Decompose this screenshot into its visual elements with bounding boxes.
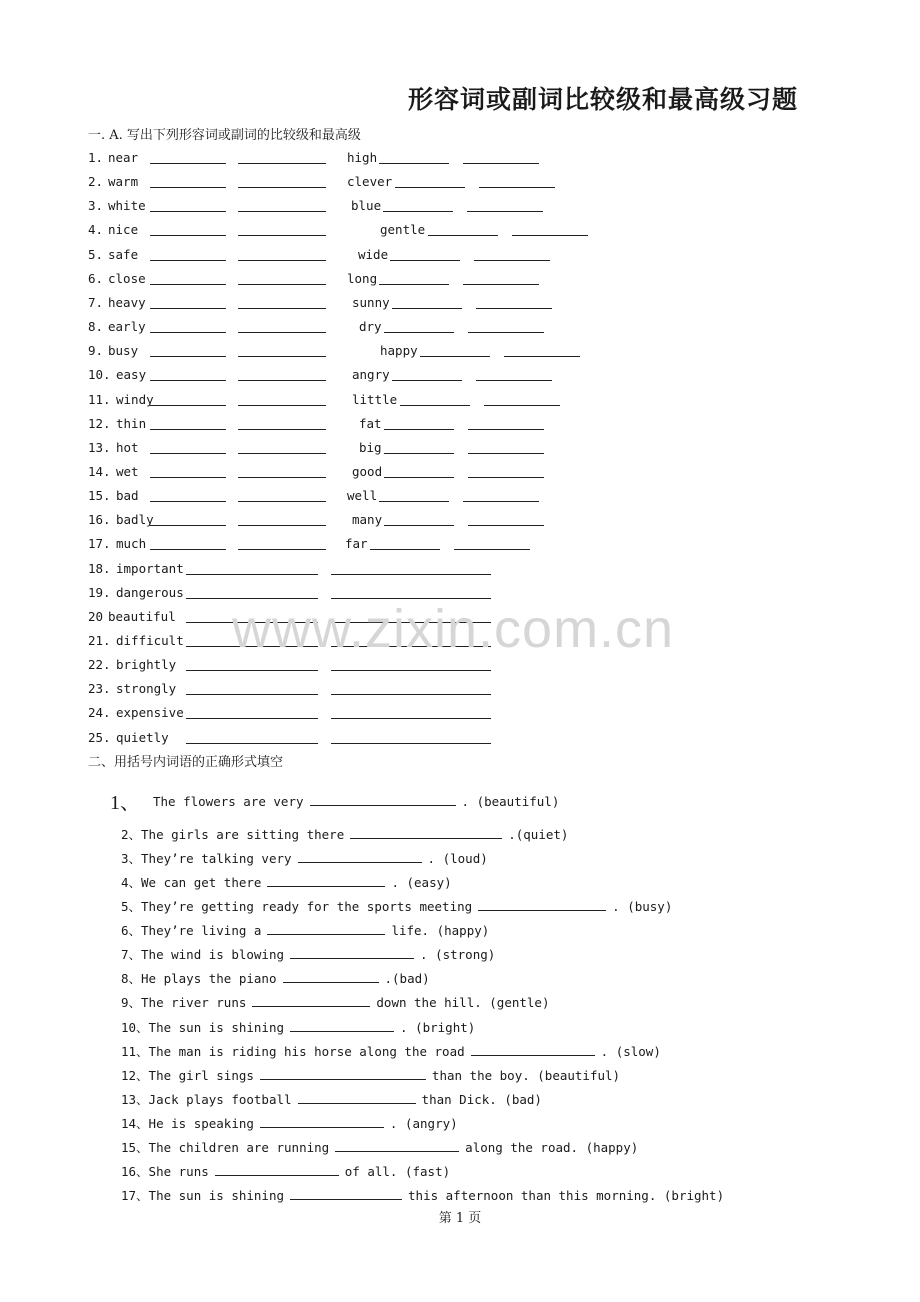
superlative-blank-2[interactable] — [512, 222, 588, 236]
item-number: 23. — [88, 681, 111, 697]
superlative-blank[interactable] — [238, 464, 326, 478]
comparative-blank[interactable] — [186, 585, 318, 599]
word-2: clever — [347, 174, 393, 190]
superlative-blank[interactable] — [238, 416, 326, 430]
word: easy — [116, 367, 147, 383]
word: difficult — [116, 633, 184, 648]
superlative-blank[interactable] — [331, 705, 491, 719]
item-number: 22. — [88, 657, 111, 673]
item-number: 15. — [88, 488, 111, 504]
comparative-blank[interactable] — [150, 295, 226, 309]
superlative-blank[interactable] — [238, 271, 326, 285]
sentence-end: than Dick. (bad) — [421, 1092, 542, 1107]
sentence-end: . (bright) — [400, 1020, 476, 1035]
part1-row — [0, 561, 920, 581]
word: close — [108, 270, 146, 286]
part1-row — [0, 319, 920, 339]
superlative-blank[interactable] — [238, 174, 326, 188]
sentence-end: . (easy) — [391, 875, 452, 890]
comparative-blank[interactable] — [150, 512, 226, 526]
comparative-blank-2[interactable] — [384, 464, 454, 478]
part2-sentence — [121, 1114, 458, 1132]
word: much — [116, 536, 147, 552]
part1-row — [0, 392, 920, 412]
comparative-blank-2[interactable] — [420, 343, 490, 357]
part2-sentence — [121, 993, 549, 1011]
superlative-blank[interactable] — [238, 488, 326, 502]
sentence-start: 6、They’re living a — [121, 923, 262, 938]
comparative-blank[interactable] — [150, 271, 226, 285]
answer-blank[interactable] — [335, 1138, 459, 1152]
comparative-blank-2[interactable] — [370, 536, 440, 550]
answer-blank[interactable] — [290, 945, 414, 959]
part2-sentence — [121, 945, 495, 963]
comparative-blank-2[interactable] — [384, 416, 454, 430]
part1-row — [0, 174, 920, 194]
part2-sentence — [121, 1162, 450, 1180]
sentence-end: . (strong) — [420, 947, 496, 962]
comparative-blank-2[interactable] — [384, 440, 454, 454]
superlative-blank[interactable] — [238, 367, 326, 381]
part1-row — [0, 657, 920, 677]
comparative-blank[interactable] — [150, 319, 226, 333]
superlative-blank-2[interactable] — [468, 512, 544, 526]
part2-sentence — [121, 849, 488, 867]
part2-sentence — [121, 897, 672, 915]
sentence-end: .(quiet) — [508, 827, 569, 842]
superlative-blank[interactable] — [331, 730, 491, 744]
word-2: little — [352, 391, 398, 407]
word: nice — [108, 222, 139, 238]
comparative-blank[interactable] — [150, 536, 226, 550]
superlative-blank[interactable] — [238, 343, 326, 357]
page-title: 形容词或副词比较级和最高级习题 — [408, 85, 799, 114]
sentence-start: The flowers are very — [153, 794, 304, 809]
superlative-blank-2[interactable] — [468, 464, 544, 478]
word-2: dry — [359, 319, 382, 335]
sentence-end: . (angry) — [389, 1116, 458, 1131]
word: strongly — [116, 681, 177, 697]
part1-row — [0, 488, 920, 508]
word: dangerous — [116, 584, 184, 600]
item-number: 17. — [88, 536, 111, 552]
answer-blank[interactable] — [478, 897, 606, 911]
superlative-blank-2[interactable] — [474, 247, 550, 261]
word-2: many — [352, 512, 383, 528]
superlative-blank-2[interactable] — [463, 271, 539, 285]
superlative-blank[interactable] — [238, 392, 326, 406]
comparative-blank[interactable] — [150, 343, 226, 357]
item-number: 25. — [88, 729, 111, 745]
word: badly — [116, 512, 154, 528]
comparative-blank[interactable] — [150, 440, 226, 454]
answer-blank[interactable] — [252, 993, 370, 1007]
sentence-start: 9、The river runs — [121, 995, 247, 1010]
answer-blank[interactable] — [290, 1018, 394, 1032]
part1-row — [0, 222, 920, 242]
word-2: well — [347, 488, 378, 504]
superlative-blank-2[interactable] — [454, 536, 530, 550]
sentence-end: . (beautiful) — [461, 794, 560, 809]
word: bad — [116, 488, 139, 504]
superlative-blank-2[interactable] — [468, 319, 544, 333]
superlative-blank-2[interactable] — [476, 295, 552, 309]
comparative-blank[interactable] — [150, 488, 226, 502]
item-number: 20 — [88, 608, 104, 624]
part2-sentence — [121, 1138, 638, 1156]
comparative-blank-2[interactable] — [400, 392, 470, 406]
word: beautiful — [108, 608, 176, 624]
comparative-blank[interactable] — [186, 561, 318, 575]
sentence-end: this afternoon than this morning. (bright) — [408, 1188, 725, 1203]
item-number: 21. — [88, 633, 111, 648]
part1-row — [0, 681, 920, 701]
word-2: far — [345, 536, 368, 552]
comparative-blank[interactable] — [150, 416, 226, 430]
comparative-blank-2[interactable] — [390, 247, 460, 261]
sentence-start: 17、The sun is shining — [121, 1188, 285, 1203]
item-number: 9. — [88, 343, 104, 359]
word: brightly — [116, 657, 177, 673]
section1-heading: 一. A. 写出下列形容词或副词的比较级和最高级 — [88, 128, 361, 143]
sentence-start: 2、The girls are sitting there — [121, 827, 345, 842]
sentence-start: 4、We can get there — [121, 875, 262, 890]
item-number: 14. — [88, 463, 111, 479]
sentence-start: 14、He is speaking — [121, 1116, 254, 1131]
word-2: fat — [359, 415, 382, 431]
word-2: high — [347, 150, 378, 165]
superlative-blank[interactable] — [331, 561, 491, 575]
sentence-end: . (busy) — [612, 899, 673, 914]
superlative-blank-2[interactable] — [463, 488, 539, 502]
comparative-blank[interactable] — [150, 198, 226, 212]
superlative-blank-2[interactable] — [468, 416, 544, 430]
word-2: wide — [358, 246, 389, 262]
superlative-blank-2[interactable] — [479, 174, 555, 188]
part2-sentence — [121, 1042, 661, 1060]
superlative-blank[interactable] — [238, 536, 326, 550]
answer-blank[interactable] — [471, 1042, 595, 1056]
word: thin — [116, 415, 147, 431]
answer-blank[interactable] — [267, 873, 385, 887]
comparative-blank[interactable] — [186, 730, 318, 744]
sentence-end: life. (happy) — [391, 923, 490, 938]
comparative-blank-2[interactable] — [379, 488, 449, 502]
word: busy — [108, 343, 139, 359]
superlative-blank[interactable] — [238, 247, 326, 261]
word: wet — [116, 463, 139, 479]
answer-blank[interactable] — [260, 1066, 426, 1080]
comparative-blank[interactable] — [186, 705, 318, 719]
answer-blank[interactable] — [310, 792, 456, 806]
superlative-blank[interactable] — [238, 198, 326, 212]
watermark: www.zixin.com.cn — [232, 599, 675, 659]
section2-heading: 二、用括号内词语的正确形式填空 — [88, 755, 284, 770]
sentence-end: .(bad) — [384, 971, 430, 986]
word: safe — [108, 246, 139, 262]
item-number: 10. — [88, 367, 111, 383]
part1-row — [0, 536, 920, 556]
part2-sentence — [121, 969, 430, 987]
part1-row — [0, 247, 920, 267]
superlative-blank[interactable] — [238, 512, 326, 526]
part2-sentence — [121, 921, 489, 939]
part1-row — [0, 512, 920, 532]
sentence-start: 5、They’re getting ready for the sports meeting — [121, 899, 473, 914]
sentence-end: . (slow) — [600, 1044, 661, 1059]
word: warm — [108, 174, 139, 190]
part1-row — [0, 271, 920, 291]
comparative-blank-2[interactable] — [384, 512, 454, 526]
comparative-blank-2[interactable] — [383, 198, 453, 212]
answer-blank[interactable] — [260, 1114, 384, 1128]
word-2: gentle — [380, 222, 426, 238]
word: near — [108, 150, 139, 165]
part1-row — [0, 730, 920, 750]
item-number: 4. — [88, 222, 104, 238]
comparative-blank[interactable] — [150, 174, 226, 188]
word: windy — [116, 391, 154, 407]
answer-blank[interactable] — [267, 921, 385, 935]
answer-blank[interactable] — [298, 1090, 416, 1104]
word-2: happy — [380, 343, 418, 359]
sentence-end: down the hill. (gentle) — [376, 995, 550, 1010]
item-number: 12. — [88, 415, 111, 431]
sentence-end: . (loud) — [427, 851, 488, 866]
part1-row — [0, 295, 920, 315]
item-number: 3. — [88, 198, 104, 214]
comparative-blank-2[interactable] — [384, 319, 454, 333]
part1-row — [0, 464, 920, 484]
part2-sentence — [121, 1186, 724, 1204]
item-number: 24. — [88, 705, 111, 721]
comparative-blank[interactable] — [150, 367, 226, 381]
comparative-blank[interactable] — [150, 464, 226, 478]
superlative-blank[interactable] — [238, 222, 326, 236]
comparative-blank[interactable] — [150, 392, 226, 406]
comparative-blank-2[interactable] — [379, 150, 449, 164]
part2-sentence — [121, 873, 452, 891]
part1-row — [0, 343, 920, 363]
comparative-blank-2[interactable] — [392, 295, 462, 309]
answer-blank[interactable] — [298, 849, 422, 863]
sentence-start: 13、Jack plays football — [121, 1092, 292, 1107]
sentence-start: 7、The wind is blowing — [121, 947, 285, 962]
word-2: big — [359, 439, 382, 455]
word-2: long — [347, 270, 378, 286]
part2-sentence — [121, 1066, 620, 1084]
part2-sentence — [153, 792, 559, 809]
item-number: 2. — [88, 174, 104, 190]
comparative-blank[interactable] — [150, 222, 226, 236]
word: early — [108, 319, 146, 335]
page-footer: 第 1 页 — [438, 1211, 482, 1226]
superlative-blank-2[interactable] — [504, 343, 580, 357]
word-2: sunny — [352, 294, 390, 310]
comparative-blank-2[interactable] — [379, 271, 449, 285]
superlative-blank-2[interactable] — [468, 440, 544, 454]
item-number: 5. — [88, 246, 104, 262]
answer-blank[interactable] — [283, 969, 379, 983]
item-number: 16. — [88, 512, 111, 528]
item-number: 7. — [88, 294, 104, 310]
answer-blank[interactable] — [350, 825, 502, 839]
superlative-blank[interactable] — [238, 440, 326, 454]
item-number: 18. — [88, 560, 111, 576]
sentence-end: than the boy. (beautiful) — [431, 1068, 621, 1083]
comparative-blank-2[interactable] — [395, 174, 465, 188]
item-number: 6. — [88, 270, 104, 286]
sentence-start: 8、He plays the piano — [121, 971, 277, 986]
part2-sentence — [121, 1018, 475, 1036]
sentence-start: 10、The sun is shining — [121, 1020, 285, 1035]
sentence-start: 15、The children are running — [121, 1140, 330, 1155]
word-2: blue — [351, 198, 382, 214]
superlative-blank[interactable] — [331, 585, 491, 599]
sentence-start: 16、She runs — [121, 1164, 209, 1179]
part1-row — [0, 198, 920, 218]
sentence-end: along the road. (happy) — [465, 1140, 639, 1155]
answer-blank[interactable] — [290, 1186, 402, 1200]
comparative-blank-2[interactable] — [392, 367, 462, 381]
word-2: good — [352, 463, 383, 479]
word: hot — [116, 439, 139, 455]
item-number: 11. — [88, 391, 111, 407]
superlative-blank[interactable] — [331, 681, 491, 695]
item-number: 1. — [88, 150, 104, 165]
item-number: 13. — [88, 439, 111, 455]
superlative-blank-2[interactable] — [467, 198, 543, 212]
superlative-blank[interactable] — [238, 319, 326, 333]
word-2: angry — [352, 367, 390, 383]
sentence-start: 3、They’re talking very — [121, 851, 292, 866]
superlative-blank-2[interactable] — [476, 367, 552, 381]
word: important — [116, 560, 184, 576]
word: expensive — [116, 705, 184, 721]
word: white — [108, 198, 146, 214]
part1-row — [0, 150, 920, 170]
word: quietly — [116, 729, 169, 745]
word: heavy — [108, 294, 146, 310]
superlative-blank-2[interactable] — [484, 392, 560, 406]
part1-row — [0, 416, 920, 436]
comparative-blank[interactable] — [150, 247, 226, 261]
superlative-blank-2[interactable] — [463, 150, 539, 164]
superlative-blank[interactable] — [238, 150, 326, 164]
part2-first-number: 1、 — [110, 792, 140, 814]
sentence-start: 11、The man is riding his horse along the road — [121, 1044, 465, 1059]
sentence-end: of all. (fast) — [344, 1164, 451, 1179]
item-number: 8. — [88, 319, 104, 335]
part1-row — [0, 705, 920, 725]
item-number: 19. — [88, 584, 111, 600]
superlative-blank[interactable] — [238, 295, 326, 309]
answer-blank[interactable] — [215, 1162, 339, 1176]
comparative-blank[interactable] — [186, 681, 318, 695]
part2-sentence — [121, 825, 568, 843]
part1-row — [0, 367, 920, 387]
comparative-blank[interactable] — [150, 150, 226, 164]
comparative-blank-2[interactable] — [428, 222, 498, 236]
part2-sentence — [121, 1090, 542, 1108]
part1-row — [0, 440, 920, 460]
sentence-start: 12、The girl sings — [121, 1068, 254, 1083]
